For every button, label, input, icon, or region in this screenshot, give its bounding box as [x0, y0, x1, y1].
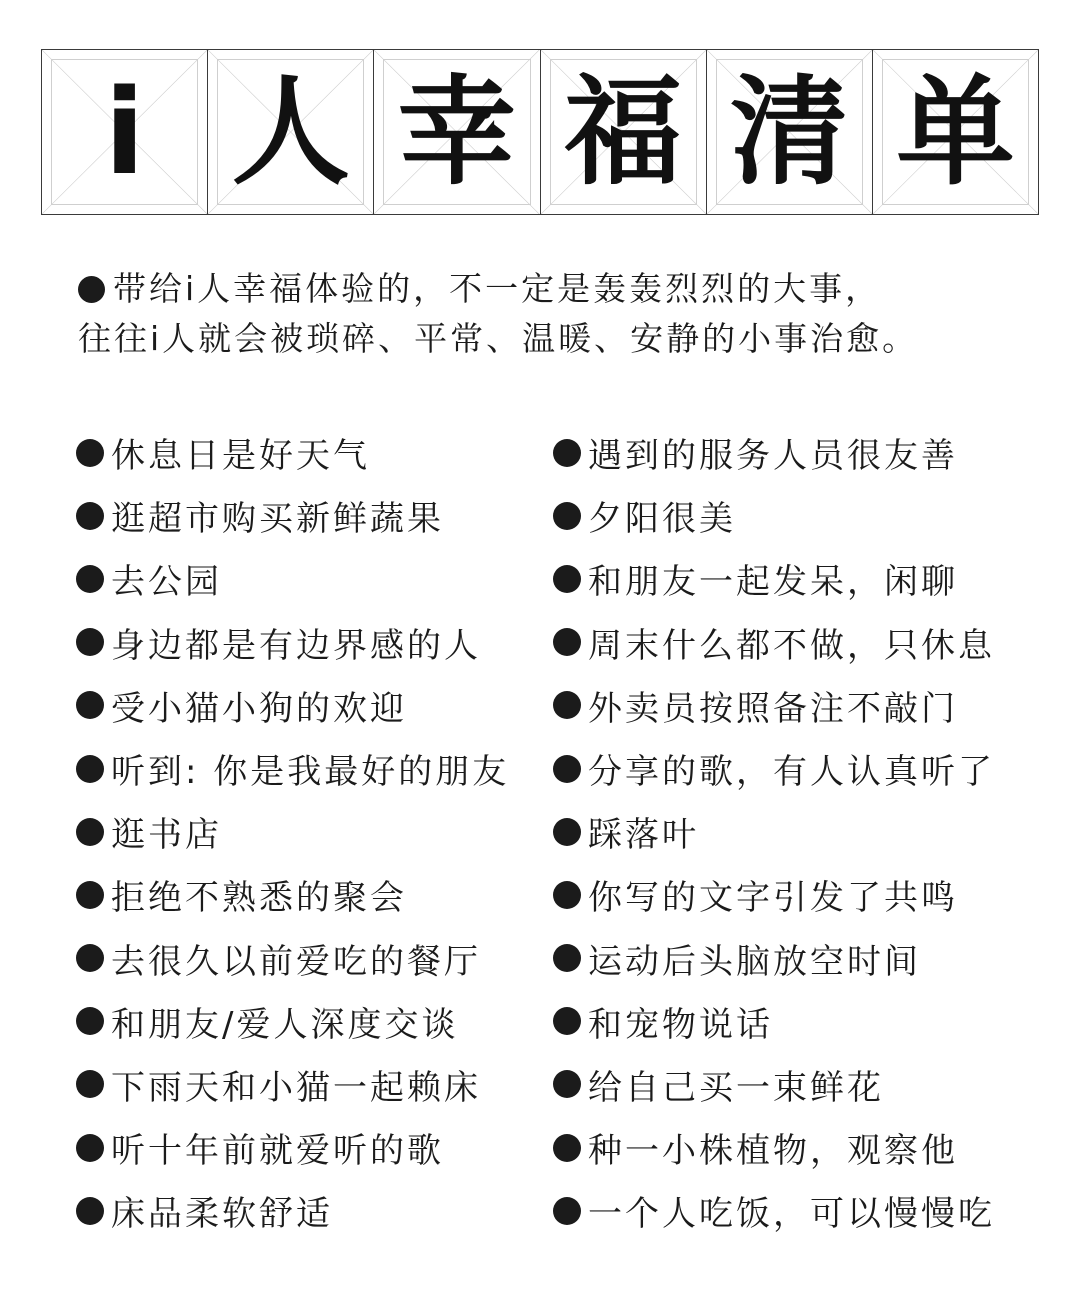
list-item-text: 床品柔软舒适: [111, 1194, 333, 1235]
list-item: [553, 1116, 1023, 1179]
list-item-text: 遇到的服务人员很友善: [588, 436, 958, 477]
bullet-dot-icon: [553, 1197, 581, 1225]
bullet-dot-icon: [76, 628, 104, 656]
intro-text: 往往i人就会被琐碎、平常、温暖、安静的小事治愈。: [78, 319, 919, 358]
list-item: [76, 421, 536, 484]
list-item: [76, 1053, 536, 1116]
title-char: 清: [730, 63, 849, 201]
title-char: i: [104, 63, 145, 201]
list-item: [553, 737, 1023, 800]
bullet-dot-icon: [553, 755, 581, 783]
list-item: [76, 1116, 536, 1179]
title-char: 幸: [397, 63, 516, 201]
bullet-dot-icon: [553, 502, 581, 530]
list-item: [76, 1179, 536, 1242]
list-item-text: 下雨天和小猫一起赖床: [111, 1067, 481, 1108]
bullet-dot-icon: [76, 1134, 104, 1162]
bullet-dot-icon: [553, 1134, 581, 1162]
list-item: [76, 990, 536, 1053]
list-item: [553, 1053, 1023, 1116]
list-item: [76, 547, 536, 610]
bullet-dot-icon: [553, 1007, 581, 1035]
list-item-text: 和朋友/爱人深度交谈: [111, 1004, 459, 1045]
list-item-text: 给自己买一束鲜花: [588, 1067, 884, 1108]
bullet-dot-icon: [78, 276, 105, 303]
list-item-text: 听到: 你是我最好的朋友: [111, 752, 510, 793]
list-item: [553, 1179, 1023, 1242]
list-item: [76, 674, 536, 737]
bullet-dot-icon: [553, 1070, 581, 1098]
bullet-dot-icon: [76, 818, 104, 846]
list-item: [76, 737, 536, 800]
title-char-box: [42, 50, 208, 214]
list-item: [76, 484, 536, 547]
bullet-dot-icon: [76, 565, 104, 593]
bullet-dot-icon: [76, 691, 104, 719]
list-item: [76, 863, 536, 926]
list-item-text: 去公园: [111, 562, 222, 603]
title-char-box: [873, 50, 1038, 214]
bullet-dot-icon: [553, 691, 581, 719]
list-item-text: 你写的文字引发了共鸣: [588, 878, 958, 919]
bullet-dot-icon: [76, 881, 104, 909]
list-item: [553, 674, 1023, 737]
list-item-text: 一个人吃饭，可以慢慢吃: [588, 1194, 995, 1235]
list-item: [553, 863, 1023, 926]
title-char: 人: [231, 63, 350, 201]
list-right-column: [553, 421, 1023, 1242]
list-item-text: 种一小株植物，观察他: [588, 1131, 958, 1172]
bullet-dot-icon: [76, 502, 104, 530]
list-item-text: 去很久以前爱吃的餐厅: [111, 941, 481, 982]
list-item-text: 夕阳很美: [588, 499, 736, 540]
title-char: 福: [564, 63, 683, 201]
bullet-dot-icon: [553, 881, 581, 909]
bullet-dot-icon: [76, 755, 104, 783]
list-item: [553, 800, 1023, 863]
list-item-text: 休息日是好天气: [111, 436, 370, 477]
list-item-text: 运动后头脑放空时间: [588, 941, 921, 982]
list-item-text: 和朋友一起发呆，闲聊: [588, 562, 958, 603]
list-item: [553, 611, 1023, 674]
list-item-text: 身边都是有边界感的人: [111, 625, 481, 666]
list-item-text: 拒绝不熟悉的聚会: [111, 878, 407, 919]
bullet-dot-icon: [76, 1070, 104, 1098]
bullet-dot-icon: [553, 944, 581, 972]
intro-paragraph: [78, 264, 1018, 364]
intro-text: 带给i人幸福体验的，不一定是轰轰烈烈的大事，: [113, 269, 882, 308]
list-item: [553, 421, 1023, 484]
list-item-text: 和宠物说话: [588, 1004, 773, 1045]
title-banner: [41, 49, 1039, 215]
bullet-dot-icon: [76, 944, 104, 972]
bullet-dot-icon: [553, 628, 581, 656]
title-char-box: [208, 50, 374, 214]
list-item-text: 逛超市购买新鲜蔬果: [111, 499, 444, 540]
list-item: [76, 927, 536, 990]
intro-line: [78, 264, 1018, 314]
list-item: [553, 990, 1023, 1053]
list-item: [553, 927, 1023, 990]
bullet-dot-icon: [76, 1007, 104, 1035]
list-item-text: 周末什么都不做，只休息: [588, 625, 995, 666]
list-item-text: 分享的歌，有人认真听了: [588, 752, 995, 793]
intro-line: [78, 314, 1018, 364]
title-char: 单: [896, 63, 1015, 201]
list-item: [553, 547, 1023, 610]
bullet-dot-icon: [553, 565, 581, 593]
bullet-dot-icon: [76, 1197, 104, 1225]
bullet-dot-icon: [76, 439, 104, 467]
title-char-box: [707, 50, 873, 214]
list-item-text: 踩落叶: [588, 815, 699, 856]
list-left-column: [76, 421, 536, 1242]
title-char-box: [541, 50, 707, 214]
bullet-dot-icon: [553, 818, 581, 846]
list-item-text: 逛书店: [111, 815, 222, 856]
list-item: [76, 611, 536, 674]
list-item-text: 外卖员按照备注不敲门: [588, 688, 958, 729]
bullet-dot-icon: [553, 439, 581, 467]
title-char-box: [374, 50, 540, 214]
list-item-text: 听十年前就爱听的歌: [111, 1131, 444, 1172]
list-item: [553, 484, 1023, 547]
list-item-text: 受小猫小狗的欢迎: [111, 688, 407, 729]
list-item: [76, 800, 536, 863]
